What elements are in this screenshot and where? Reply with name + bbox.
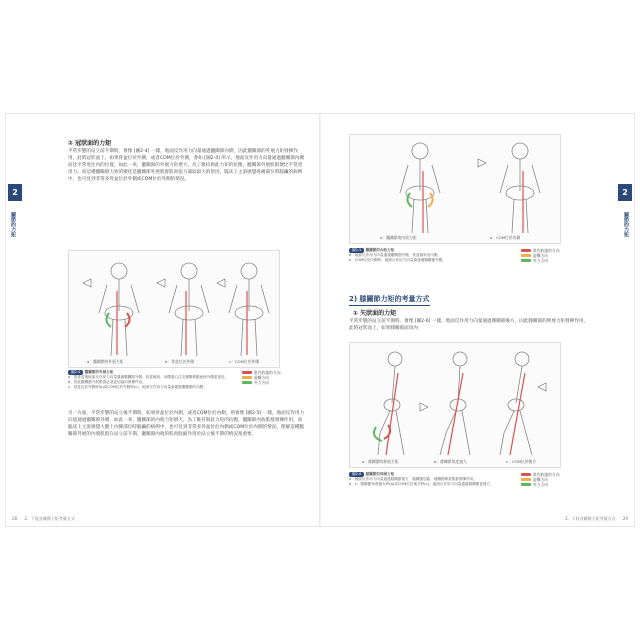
figure-note [68,370,238,390]
legend-label: 旋轉方向 [254,374,270,380]
figure-note-line: a：從骨盆與地面反作用力向量通過髖關節外側，骨盆傾斜，身體重心往支撐側移動而使外側更靠近。 [68,375,229,379]
figure-note-tag: 圖2-4 [68,370,83,375]
legend-item [242,380,281,385]
footer-left [12,516,75,522]
figure-caption-a: a：髖關節的外展力矩 [87,359,124,364]
figure-note-tag: 圖2-5 [349,248,364,253]
figure-note-line: b：因此髖關節外展肌群必須更加協同發揮作用。 [68,380,146,384]
page-number-right: 29 [622,516,628,521]
legend-label: 肌肉收縮的方向 [533,247,560,253]
figure-caption-knee-b: b：膝關節角度過大 [434,459,467,464]
figure-knee-extension [349,342,561,468]
skeleton-illustration [69,251,281,369]
heading-text: ② 冠狀面的力矩 [68,140,112,147]
legend-arrow-icon [242,376,252,379]
legend-label: 外力方向 [533,481,549,487]
legend-arrow-icon [521,249,531,252]
book-spread [6,114,634,526]
legend-label: 旋轉方向 [533,252,549,258]
legend-item [521,482,560,487]
figure-caption-d: d：髖關節的內收力矩 [380,235,417,240]
figure-caption-c: c：COM位於外側 [229,359,259,364]
figure-hip-abduction [68,250,280,368]
figure-note-top [349,248,509,263]
legend-label: 肌肉收縮的方向 [254,369,281,375]
legend-arrow-icon [521,254,531,257]
legend-arrow-icon [242,381,252,384]
figure-caption-b: b：骨盆位於外側 [165,359,194,364]
chapter-tab-left: 2 [8,184,22,201]
left-page [6,114,319,526]
section-heading-sagittal [353,308,396,317]
legend-right-top [521,248,560,263]
figure-note-title: 髖關節的外展力矩 [84,370,114,374]
figure-caption-knee-c: c：COM位於後方 [506,459,536,464]
figure-caption-knee-a: a：膝關節的伸展力矩 [362,459,399,464]
figure-note-title: 髖關節的內收力矩 [365,248,395,252]
legend-label: 旋轉方向 [533,476,549,482]
legend-arrow-icon [521,473,531,476]
legend-arrow-icon [521,483,531,486]
paragraph-knee: 平常步態的站立前半期時，會像 [圖2-6] 一樣，地面反作用力向量通過膝關節後方，因此膝關節的伸展力矩發揮作用，此時冠狀面上，如果膝關節面角內 [349,319,589,331]
figure-note-bottom [349,472,509,487]
legend-right-bottom [521,472,560,487]
footer-text-right: 2．下肢各關節力矩考量方式 [565,516,616,521]
chapter-tab-right: 2 [618,184,632,201]
legend-label: 外力方向 [254,379,270,385]
skeleton-illustration [350,135,562,245]
figure-note-line: b、c：膝關節角度過大時(b)或COM位於後方時(c)，地面反作用力向量通過膝關節更後方。 [349,482,494,486]
figure-note-line: c：骨盆位於外側時(b)或COM位於外側時(c)，地面反作用力向量會通過髖關節的內側。 [68,385,207,389]
footer-right [565,516,628,522]
legend-label: 外力方向 [533,257,549,263]
chapter-side-label-left: 關節的力矩 [10,212,16,237]
legend-left [242,370,281,385]
legend-label: 肌肉收縮的方向 [533,471,560,477]
heading-text: ① 矢狀面的力矩 [353,310,397,317]
legend-arrow-icon [521,259,531,262]
legend-arrow-icon [521,478,531,481]
figure-note-title: 膝關節的伸展力矩 [365,472,395,476]
section-heading-coronal [68,138,111,147]
section-title-knee: 2) 膝關節力矩的考量方式 [349,294,430,306]
paragraph-2: 另一方面，平常步態的站立後半期時，如果骨盆位於內側，或者COM位於內側，則會像 [圖2-5] 一樣，地面反作用力向量通過髖關節外側，如此一來，髖關節的內收力矩增大，為了維持與此力矩的抗衡，髖關節內收肌群發揮作用，而臨床上主訴感覺大腿上內側部位時腦繭的病例中，也可見到非常多骨盆位於內側或COM位於內側的情況，理解這種髖關節外展的內收肌群在站立前半期，髖關節內收的肌肉收縮作用於站立後半期的情況很重要。 [68,411,305,437]
page-number-left: 28 [12,516,18,521]
chapter-side-label-right: 關節的力矩 [623,212,629,237]
paragraph-1: 平常步態的站立前半期時，會像 [圖2-4] 一樣，地面反作用力向量通過髖關節內側，因此髖關節的外展力矩發揮作用，此時冠狀面上，如果骨盆位於外側，或者COM位於外側，會如 [圖2-4] 所示，地面反作用力向量通過髖關節內側而比平常更往內的位置，如此一來，髖關節的外展力矩增大，為了維持與此力矩的抗衡，髖關節外展肌群便比平常更用力。而這種髖關節力矩的變化是髖關節外展肌群肌肉張力減弱最大的原因，臨床上主訴感覺疼痛部位時腦繭的病例中，也可見到非常多骨盆位於外側或COM位於外側的情況。 [68,149,305,182]
figure-caption-e: e：COM位於內側 [490,235,521,240]
legend-item [521,258,560,263]
right-page [321,114,634,526]
footer-text-left: 2．下肢各關節力矩考量方式 [24,516,75,521]
figure-note-tag: 圖2-6 [349,472,364,477]
figure-hip-adduction [349,134,561,244]
figure-note-line: d：地面反作用力向量通過髖關節外側，骨盆傾斜至內側。 [349,253,442,257]
figure-note-line: e：COM位於內側時，地面反作用力向量會通過髖關節外側。 [349,258,446,262]
skeleton-illustration [350,343,562,469]
figure-note-line: a：地面反作用力向量通過膝關節後方，膝關節屈曲，膝關節伸展肌群發揮作用。 [349,477,477,481]
legend-arrow-icon [242,371,252,374]
